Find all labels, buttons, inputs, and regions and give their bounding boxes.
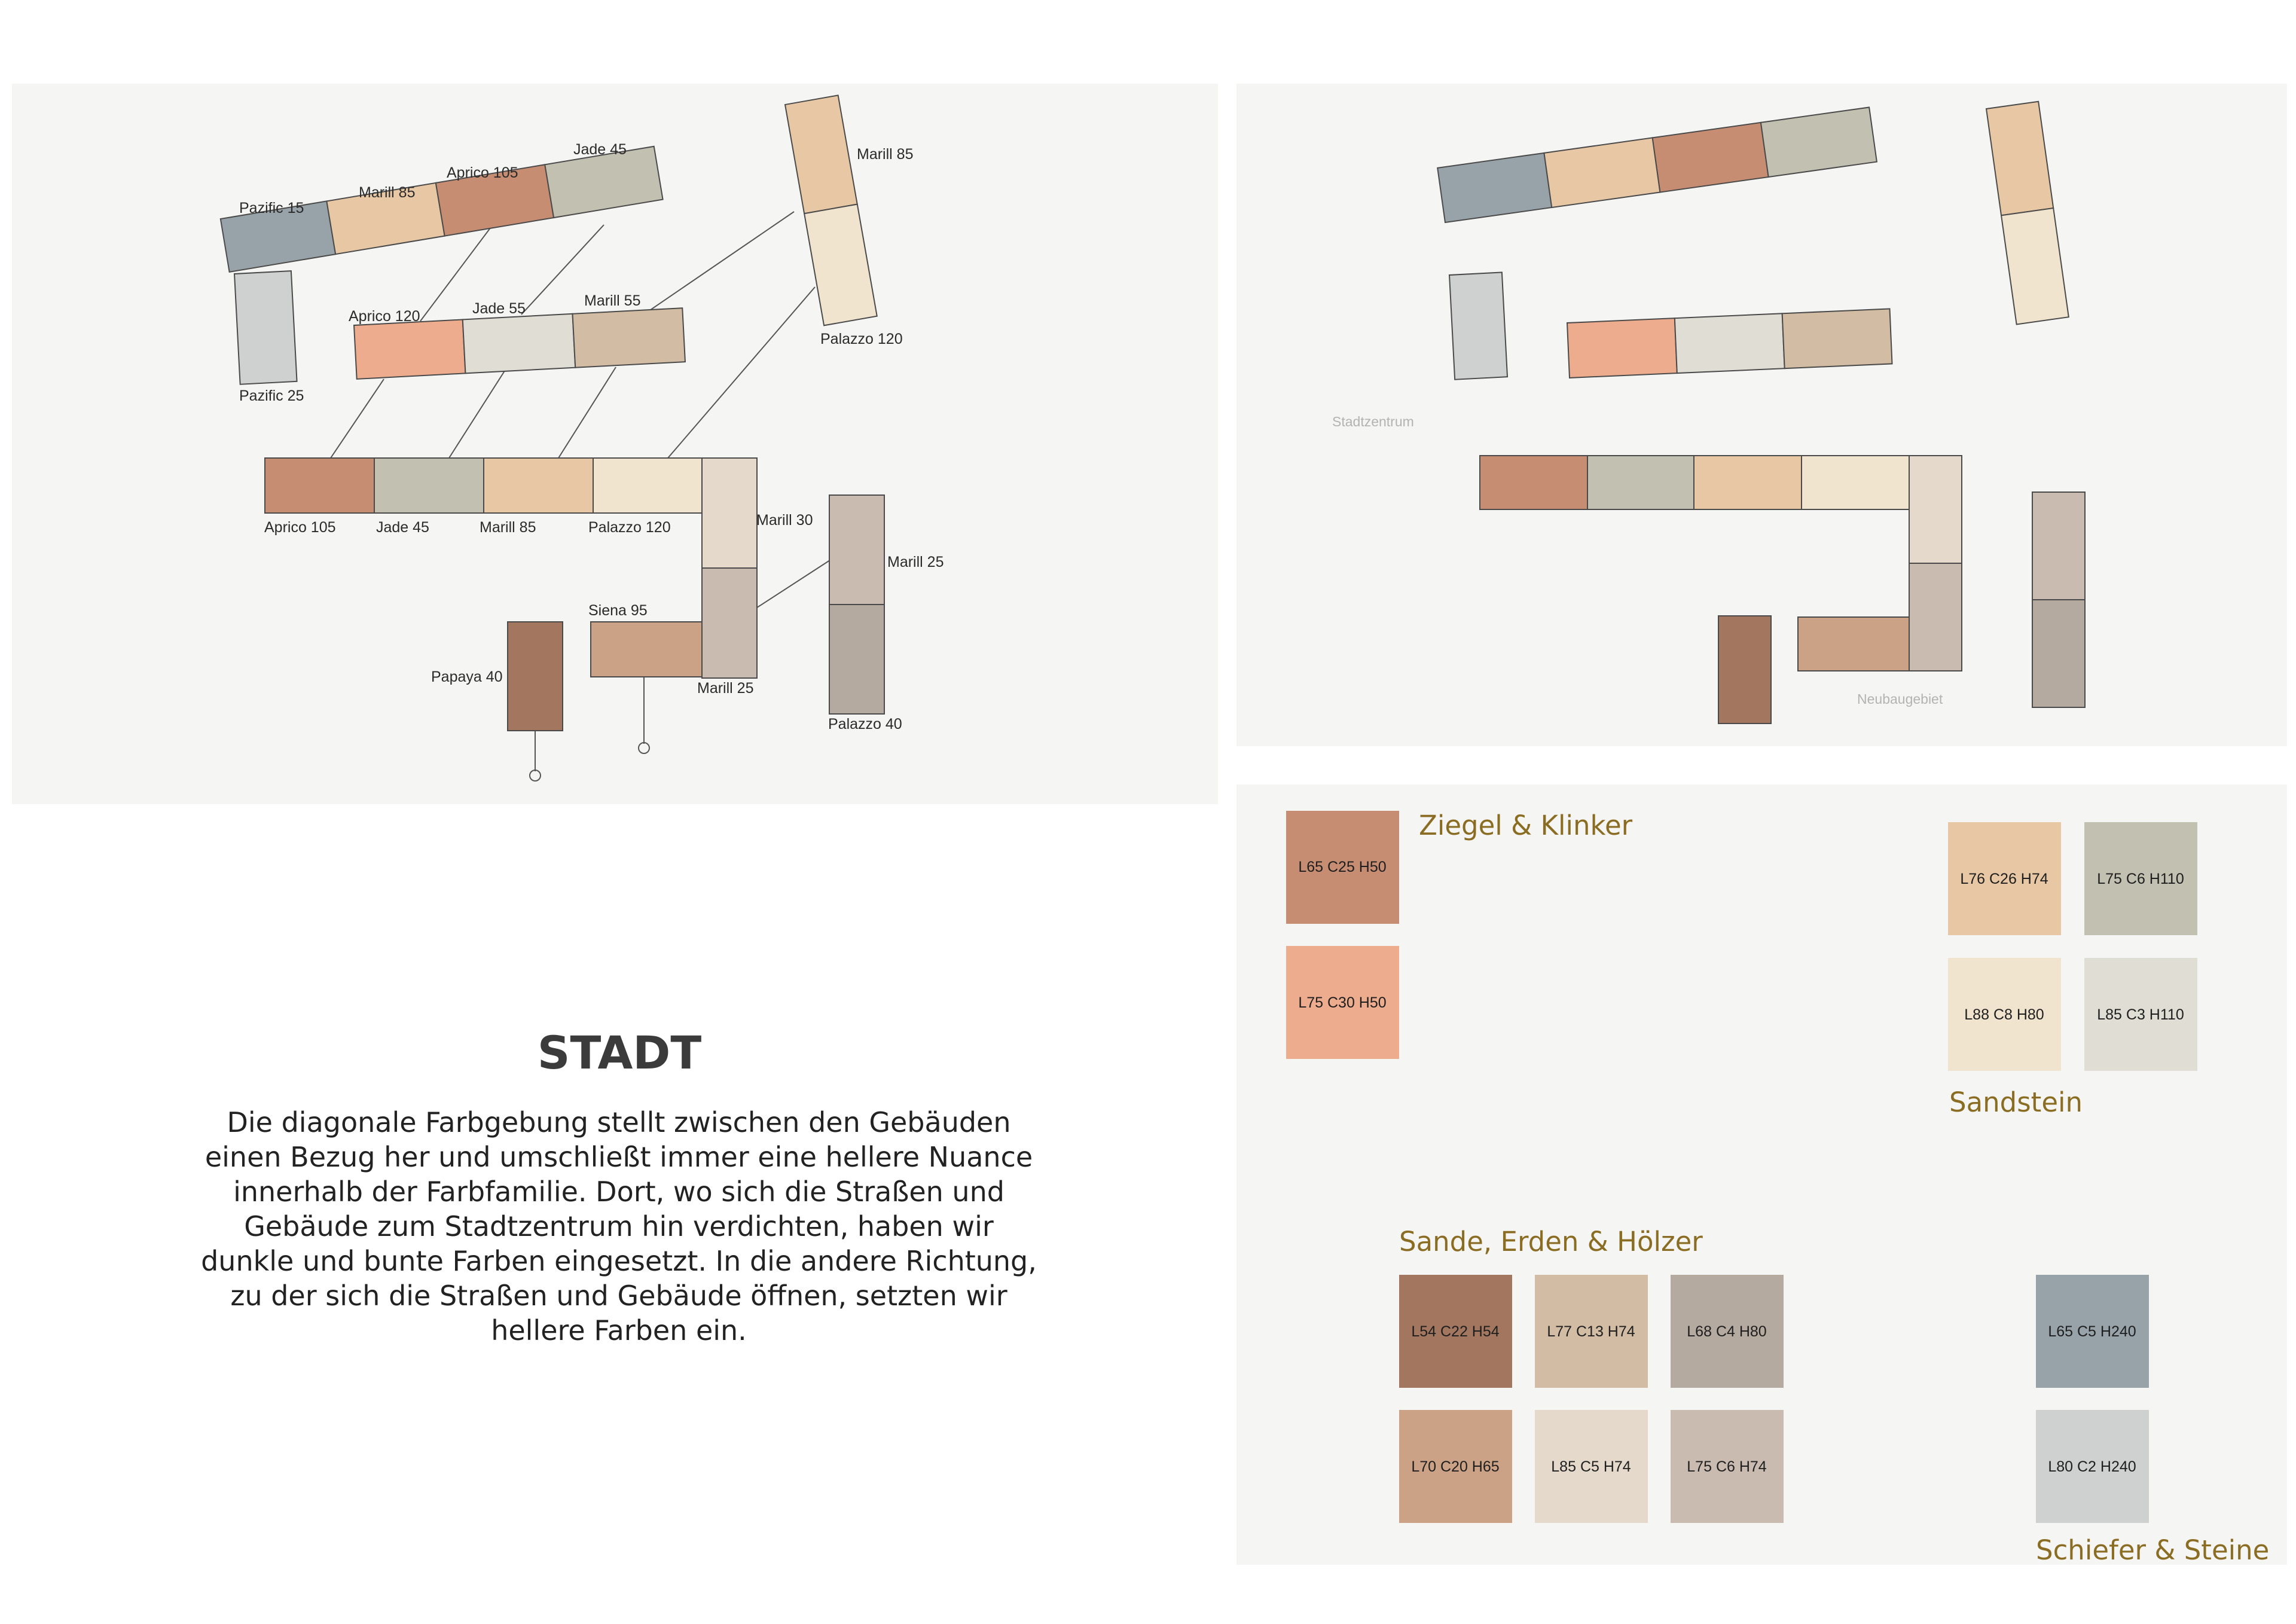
block-aprico-120 <box>354 319 465 378</box>
swatch-e5 <box>1535 1410 1648 1523</box>
swatch-e3 <box>1671 1275 1784 1388</box>
label-marill-25-right: Marill 25 <box>887 554 944 570</box>
group-title-schiefer-steine: Schiefer & Steine <box>2036 1534 2270 1566</box>
label-siena-95: Siena 95 <box>588 602 648 619</box>
label-palazzo-40: Palazzo 40 <box>828 716 902 732</box>
label-papaya-40: Papaya 40 <box>431 668 503 685</box>
label-marill-30: Marill 30 <box>756 512 813 529</box>
block-pazific-15 <box>1437 153 1552 222</box>
label-aprico-120: Aprico 120 <box>349 308 420 325</box>
label-jade-45-bottom: Jade 45 <box>376 519 429 536</box>
swatch-code: L85 C3 H110 <box>2097 1006 2184 1023</box>
block-papaya-40 <box>508 622 563 731</box>
swatch-code: L54 C22 H54 <box>1411 1323 1500 1340</box>
block-siena-95 <box>591 622 702 677</box>
swatch-st2 <box>2036 1410 2149 1523</box>
swatch-s2 <box>2084 822 2197 935</box>
swatch-st1 <box>2036 1275 2149 1388</box>
block-marill-55 <box>572 308 685 368</box>
color-plan-panel <box>12 84 1218 804</box>
block-aprico-105 <box>1653 123 1769 193</box>
connector-line <box>558 367 616 458</box>
swatch-code: L88 C8 H80 <box>1964 1006 2044 1023</box>
swatch-code: L75 C6 H110 <box>2097 871 2184 887</box>
swatch-code: L77 C13 H74 <box>1547 1323 1635 1340</box>
block-marill-25-right <box>829 495 884 605</box>
block-jade-55 <box>1675 313 1785 373</box>
block-marill-25-right <box>2032 492 2085 600</box>
block-marill-25 <box>702 568 757 678</box>
label-pazific-25: Pazific 25 <box>239 387 304 404</box>
label-pazific-15: Pazific 15 <box>239 200 304 216</box>
block-aprico-105-bottom <box>265 458 374 513</box>
swatch-e1 <box>1399 1275 1512 1388</box>
block-siena-95 <box>1798 617 1909 671</box>
block-aprico-120 <box>1567 318 1677 378</box>
block-marill-85 <box>1544 138 1660 207</box>
block-marill-85-right <box>1986 102 2053 215</box>
block-palazzo-120-right <box>804 204 877 326</box>
block-papaya-40 <box>1718 616 1771 724</box>
block-pazific-25 <box>1449 272 1507 379</box>
label-marill-85: Marill 85 <box>359 184 416 201</box>
area-label-stadtzentrum: Stadtzentrum <box>1332 414 1414 429</box>
swatch-z2 <box>1286 946 1399 1059</box>
swatch-e6 <box>1671 1410 1784 1523</box>
swatch-board <box>1236 784 2287 1565</box>
label-marill-25-bottom: Marill 25 <box>697 680 754 697</box>
swatch-code: L75 C30 H50 <box>1298 994 1387 1011</box>
color-map-panel <box>1236 84 2287 746</box>
swatch-e4 <box>1399 1410 1512 1523</box>
marker-circle <box>530 770 541 781</box>
swatch-s3 <box>1948 958 2061 1071</box>
block-palazzo-40 <box>829 605 884 714</box>
swatch-code: L70 C20 H65 <box>1411 1458 1500 1475</box>
swatch-e2 <box>1535 1275 1648 1388</box>
block-jade-45 <box>1761 107 1877 177</box>
block-palazzo-120-bottom <box>1802 456 1909 509</box>
swatch-code: L80 C2 H240 <box>2048 1458 2136 1475</box>
swatch-code: L68 C4 H80 <box>1687 1323 1767 1340</box>
swatch-s1 <box>1948 822 2061 935</box>
block-marill-85-right <box>785 95 857 213</box>
swatch-code: L76 C26 H74 <box>1960 871 2048 887</box>
swatch-z1 <box>1286 811 1399 924</box>
group-title-sande-erden-hoelzer: Sande, Erden & Hölzer <box>1399 1226 1703 1257</box>
connector-line <box>331 379 384 458</box>
label-aprico-105: Aprico 105 <box>447 164 518 181</box>
block-marill-25 <box>1909 563 1962 671</box>
block-palazzo-120-bottom <box>593 458 702 513</box>
block-marill-55 <box>1782 309 1892 368</box>
block-jade-45-bottom <box>1587 456 1694 509</box>
label-palazzo-120-bottom: Palazzo 120 <box>588 519 671 536</box>
area-label-neubaugebiet: Neubaugebiet <box>1857 691 1943 707</box>
swatch-code: L85 C5 H74 <box>1551 1458 1631 1475</box>
block-marill-85-bottom <box>484 458 593 513</box>
swatch-code: L75 C6 H74 <box>1687 1458 1767 1475</box>
block-pazific-25 <box>234 271 297 384</box>
group-title-sandstein: Sandstein <box>1949 1086 2083 1118</box>
group-title-ziegel-klinker: Ziegel & Klinker <box>1419 810 1633 841</box>
label-marill-85-right: Marill 85 <box>857 146 914 163</box>
label-marill-85-bottom: Marill 85 <box>480 519 536 536</box>
description-text: Die diagonale Farbgebung stellt zwischen den Gebäuden einen Bezug her und umschließt immer eine hellere Nuance innerhalb der Farbfamilie. Dort, wo sich die Straßen und Gebäude zum Stadtzentrum hin verdichten, haben wir dunkle und bunte Farben eingesetzt. In die andere Richtung, zu der sich die Straßen und Gebäude öffnen, setzten wir hellere Farben ein. <box>201 1106 1037 1347</box>
swatch-code: L65 C5 H240 <box>2048 1323 2136 1340</box>
swatch-code: L65 C25 H50 <box>1298 859 1387 875</box>
swatch-s4 <box>2084 958 2197 1071</box>
block-marill-30 <box>1909 456 1962 563</box>
color-map-diagram <box>1236 84 2287 746</box>
block-aprico-105-bottom <box>1480 456 1587 509</box>
label-aprico-105-bottom: Aprico 105 <box>264 519 336 536</box>
label-palazzo-120-right: Palazzo 120 <box>820 331 903 347</box>
block-palazzo-120-right <box>2001 208 2069 324</box>
block-marill-85-bottom <box>1694 456 1802 509</box>
block-jade-45-bottom <box>374 458 484 513</box>
connector-line <box>449 367 507 458</box>
marker-circle <box>639 743 649 753</box>
connector-line <box>643 212 794 315</box>
label-jade-55: Jade 55 <box>472 300 526 317</box>
label-marill-55: Marill 55 <box>584 292 641 309</box>
connector-line <box>668 287 815 458</box>
block-jade-55 <box>463 314 575 374</box>
label-jade-45: Jade 45 <box>573 141 627 158</box>
color-plan-diagram <box>12 84 1218 804</box>
connector-line <box>753 559 832 610</box>
block-marill-30 <box>702 458 757 568</box>
swatch-panel <box>1236 784 2287 1565</box>
block-palazzo-40 <box>2032 600 2085 707</box>
page-title: STADT <box>537 1026 702 1079</box>
